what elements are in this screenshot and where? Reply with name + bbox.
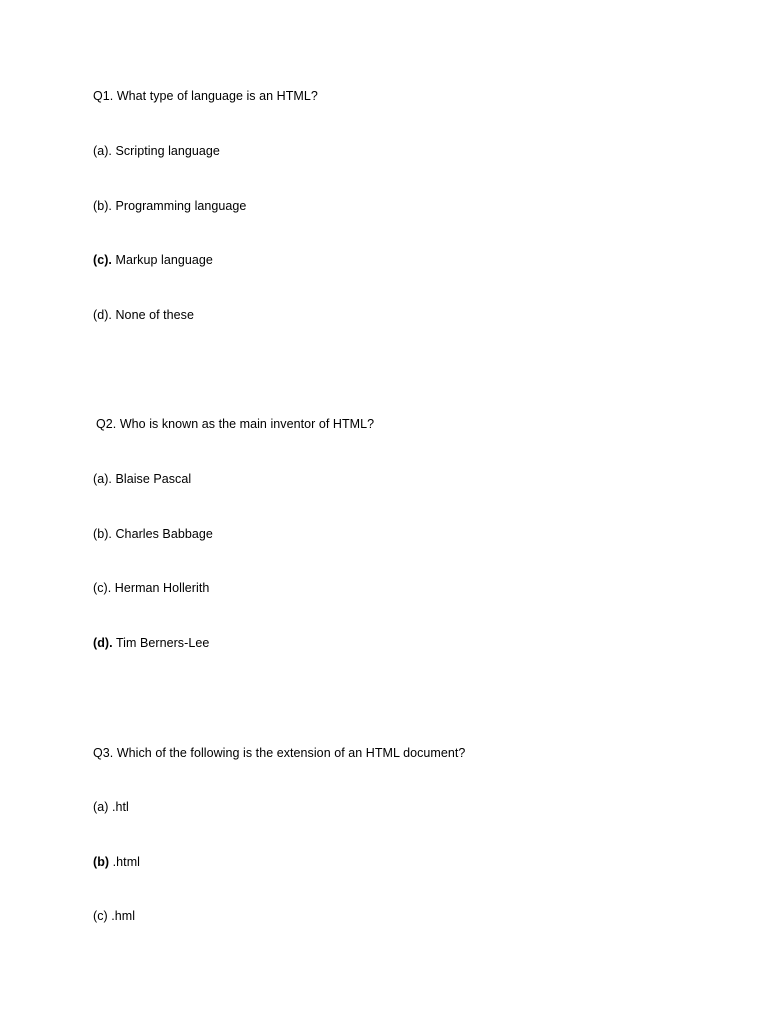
option-label: (d). (93, 308, 112, 322)
option-text: Herman Hollerith (114, 581, 210, 595)
option-text: Blaise Pascal (115, 472, 192, 486)
question-2-option-a (93, 471, 191, 487)
option-label: (c). (93, 581, 112, 595)
option-label-correct: (c). (93, 253, 112, 267)
question-2-option-b (93, 526, 213, 542)
question-1-option-c (93, 252, 213, 268)
option-text: .html (112, 855, 140, 869)
option-text: Tim Berners-Lee (115, 636, 210, 650)
option-label: (b). (93, 199, 112, 213)
option-text: Markup language (115, 253, 213, 267)
option-text: None of these (115, 308, 194, 322)
question-1-text: Q1. What type of language is an HTML? (93, 89, 318, 103)
question-1-option-d (93, 307, 194, 323)
option-text: Programming language (115, 199, 247, 213)
option-label: (a). (93, 472, 112, 486)
question-3-text: Q3. Which of the following is the extension of an HTML document? (93, 746, 466, 760)
question-2-option-c (93, 580, 209, 596)
option-label-correct: (d). (93, 636, 113, 650)
option-text: .hml (111, 909, 136, 923)
option-label-correct: (b) (93, 855, 110, 869)
option-label: (b). (93, 527, 112, 541)
option-text: Charles Babbage (115, 527, 213, 541)
question-3-option-a (93, 799, 129, 815)
question-2-option-d (93, 635, 209, 651)
question-3-option-b (93, 854, 140, 870)
question-3-option-c (93, 908, 135, 924)
option-text: Scripting language (115, 144, 220, 158)
question-2-text: Q2. Who is known as the main inventor of HTML? (96, 417, 375, 431)
option-label: (c) (93, 909, 108, 923)
question-1-option-a (93, 143, 220, 159)
question-1-option-b (93, 198, 246, 214)
option-label: (a) (93, 800, 109, 814)
option-text: .htl (111, 800, 129, 814)
option-label: (a). (93, 144, 112, 158)
